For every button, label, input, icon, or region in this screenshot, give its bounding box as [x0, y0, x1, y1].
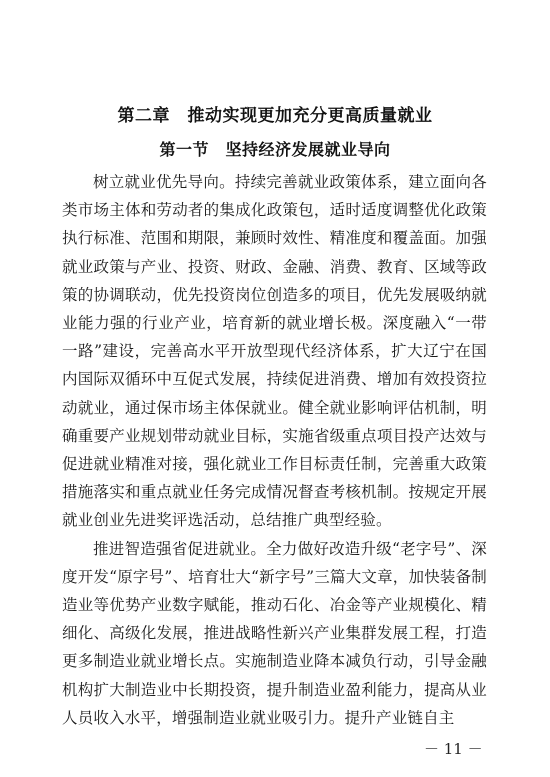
section-title: 第一节 坚持经济发展就业导向	[159, 140, 391, 159]
page-number: － 11 －	[424, 740, 483, 758]
chapter-title: 第二章 推动实现更加充分更高质量就业	[117, 106, 433, 126]
body-text	[62, 168, 487, 732]
paragraph-employment-priority: 树立就业优先导向。持续完善就业政策体系，建立面向各类市场主体和劳动者的集成化政策包，适时适度调整优化政策执行标准、范围和期限，兼顾时效性、精准度和覆盖面。加强就业政策与产业、投资、财政、金融、消费、教育、区域等政策的协调联动，优先投资岗位创造多的项目，优先发展吸纳就业能力强的行业产业，培育新的就业增长极。深度融入“一带一路”建设，完善高水平开放型现代经济体系，扩大辽宁在国内国际双循环中互促式发展，持续促进消费、增加有效投资拉动就业，通过保市场主体保就业。健全就业影响评估机制，明确重要产业规划带动就业目标，实施省级重点项目投产达效与促进就业精准对接，强化就业工作目标责任制，完善重大政策措施落实和重点就业任务完成情况督查考核机制。按规定开展就业创业先进奖评选活动，总结推广典型经验。	[62, 173, 487, 530]
paragraph-smart-manufacturing: 推进智造强省促进就业。全力做好改造升级“老字号”、深度开发“原字号”、培育壮大“新字号”三篇大文章，加快装备制造业等优势产业数字赋能，推动石化、冶金等产业规模化、精细化、高级化发展，推进战略性新兴产业集群发展工程，打造更多制造业就业增长点。实施制造业降本减负行动，引导金融机构扩大制造业中长期投资，提升制造业盈利能力，提高从业人员收入水平，增强制造业就业吸引力。提升产业链自主	[62, 539, 487, 727]
